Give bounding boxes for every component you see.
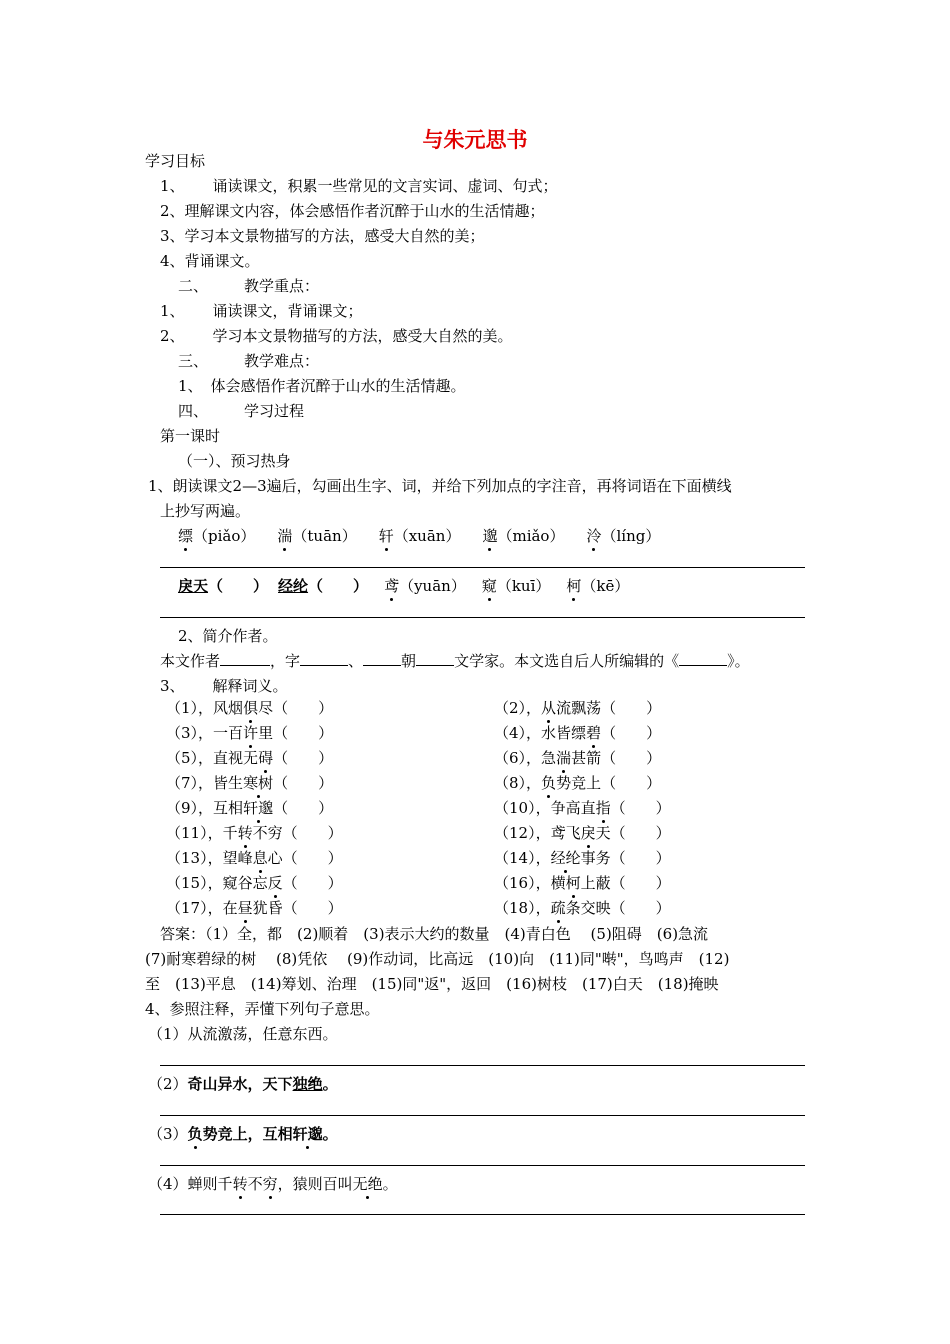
vocab-text: 甚箭 (571, 749, 602, 767)
task2-heading: 2、简介作者。 (178, 627, 278, 645)
section-title: 教学重点： (244, 277, 320, 295)
vocab-num: （3）， (166, 724, 214, 742)
dotted-char: 湍 (556, 749, 572, 767)
pinyin: （tuān） (292, 527, 357, 545)
dotted-char: 柯 (565, 874, 581, 892)
vocab-text: 尽 (258, 699, 274, 717)
vocab-text: 水皆缥 (541, 724, 587, 742)
answers-line-1: 答案：（1）全，都 (2)顺着 (3)表示大约的数量 (4)青白色 (5)阻碍 (6)急流 (160, 925, 709, 943)
blank-paren: （ ） (273, 774, 334, 792)
vocab-text: 互相 (213, 799, 244, 817)
pinyin-item (379, 527, 461, 545)
vocab-text: 不穷 (252, 824, 283, 842)
vocab-text: 急 (541, 749, 557, 767)
writing-line (160, 617, 805, 618)
vocab-num: （12）， (494, 824, 551, 842)
writing-line (160, 567, 805, 568)
item-num: 3、 (160, 677, 185, 695)
objective-text: 诵读课文，积累一些常见的文言实词、虚词、句式； (212, 177, 558, 195)
pinyin-item (482, 527, 564, 545)
dotted-char: 湍 (277, 527, 293, 545)
process-heading (178, 401, 304, 421)
objective-text: 理解课文内容，体会感悟作者沉醉于山水的生活情趣； (184, 202, 545, 220)
dotted-char: 负 (187, 1125, 203, 1143)
dotted-char: 戾 (580, 824, 596, 842)
task3-heading (160, 676, 288, 696)
vocab-num: （14）， (494, 849, 551, 867)
vocab-text: 窥谷忘 (222, 874, 268, 892)
vocab-num: （15）， (166, 874, 223, 892)
task2-author-line (160, 651, 750, 671)
dotted-char: 反 (267, 874, 283, 892)
vocab-text: 在 (222, 899, 238, 917)
vocab-text: 望峰 (222, 849, 253, 867)
dotted-char: 邈 (482, 527, 498, 545)
blank-era[interactable] (416, 651, 454, 666)
bold-word: 戾天 (178, 577, 209, 595)
dotted-char: 转 (237, 824, 253, 842)
dotted-char: 从 (541, 699, 557, 717)
dotted-char: 缥 (178, 527, 194, 545)
vocab-item (166, 798, 333, 818)
sentence-text: 蝉则千 (187, 1175, 233, 1193)
vocab-item (494, 873, 671, 893)
text: ，字 (270, 652, 301, 670)
sentence-3 (148, 1124, 338, 1144)
vocab-num: （10）， (494, 799, 551, 817)
vocab-text: 事务 (580, 849, 611, 867)
blank-paren: （ ） (282, 899, 343, 917)
blank-paren: （ ） (601, 724, 662, 742)
blank-paren: （ ） (282, 874, 343, 892)
vocab-item (494, 823, 671, 843)
pinyin-item (482, 577, 551, 595)
task1-line1: 1、朗读课文2—3遍后，勾画出生字、词，并给下列加点的字注音，再将词语在下面横线 (148, 477, 732, 495)
blank-paren: （ ） (273, 749, 334, 767)
pinyin-item (384, 577, 466, 595)
lesson-label: 第一课时 (160, 427, 221, 445)
sentence-num: （2） (148, 1075, 188, 1093)
text: 文学家。本文选自后人所编辑的《 (454, 652, 680, 670)
pinyin-row-2 (178, 576, 629, 596)
dotted-char: 经纶 (550, 849, 581, 867)
dotted-char: 指 (595, 799, 611, 817)
dotted-char: 寒树 (243, 774, 274, 792)
pinyin-item (277, 527, 356, 545)
pinyin: （kē） (581, 577, 630, 595)
task1-line2: 上抄写两遍。 (160, 502, 251, 520)
blank-paren: （ ） (208, 577, 269, 595)
objective-num: 2、 (160, 202, 185, 220)
objective-text: 学习本文景物描写的方法，感受大自然的美； (184, 227, 485, 245)
vocab-text: 犹昏 (252, 899, 283, 917)
section-num: 二、 (178, 277, 209, 295)
blank-paren: （ ） (601, 774, 662, 792)
dotted-char: 轩邈 (243, 799, 274, 817)
blank-paren: （ ） (610, 824, 671, 842)
blank-paren: （ ） (610, 799, 671, 817)
blank-paren: （ ） (610, 849, 671, 867)
vocab-item (166, 698, 333, 718)
item-text: 解释词义。 (212, 677, 288, 695)
dotted-char: 疏 (550, 899, 566, 917)
vocab-text: 上蔽 (580, 874, 611, 892)
item-text: 体会感悟作者沉醉于山水的生活情趣。 (210, 377, 466, 395)
vocab-num: （2）， (494, 699, 542, 717)
dotted-char: 鸢 (384, 577, 400, 595)
vocab-item (494, 848, 671, 868)
vocab-item (494, 798, 671, 818)
difficulty-1 (178, 376, 466, 396)
item-num: 2、 (160, 327, 185, 345)
item-text: 诵读课文，背诵课文； (212, 302, 363, 320)
sentence-text: 奇山异水，天下 (187, 1075, 293, 1093)
vocab-text: 心 (267, 849, 283, 867)
dotted-char: 穷 (262, 1175, 278, 1193)
vocab-item (494, 748, 661, 768)
sentence-num: （4） (148, 1175, 188, 1193)
sentence-text: 势竞上，互相 (202, 1125, 293, 1143)
vocab-text: 条交映 (565, 899, 611, 917)
pinyin: （kuī） (496, 577, 551, 595)
section-title: 教学难点： (244, 352, 320, 370)
dotted-char: 碍 (258, 749, 274, 767)
blank-courtesy-name[interactable] (300, 651, 348, 666)
sentence-4 (148, 1174, 398, 1194)
blank-paren: （ ） (273, 724, 334, 742)
pinyin: （piǎo） (193, 527, 256, 545)
key-points-heading (178, 276, 319, 296)
vocab-item (166, 823, 343, 843)
pinyin-item (566, 577, 629, 595)
vocab-num: （5）， (166, 749, 214, 767)
blank-paren: （ ） (610, 874, 671, 892)
sentence-1 (148, 1024, 338, 1044)
objective-2 (160, 201, 545, 221)
section-title: 学习过程 (244, 402, 305, 420)
vocab-item (494, 898, 671, 918)
sentence-num: （3） (148, 1125, 188, 1143)
item-text: 学习本文景物描写的方法，感受大自然的美。 (212, 327, 513, 345)
vocab-num: （13）， (166, 849, 223, 867)
sentence-text: 。 (322, 1125, 338, 1143)
dotted-char: 碧 (586, 724, 602, 742)
vocab-item (166, 898, 343, 918)
dotted-char: 负 (541, 774, 557, 792)
section-num: 三、 (178, 352, 209, 370)
dotted-char: 许 (243, 724, 259, 742)
section-num: 四、 (178, 402, 209, 420)
sentence-text: 从流激荡，任意东西。 (187, 1025, 338, 1043)
dotted-char: 窥 (481, 577, 497, 595)
blank-paren: （ ） (601, 699, 662, 717)
bold-word: 经纶 (278, 577, 309, 595)
vocab-num: （7）， (166, 774, 214, 792)
pinyin-item (178, 527, 255, 545)
objectives-heading: 学习目标 (145, 152, 206, 170)
writing-line (160, 1115, 805, 1116)
answers-line-3: 至 (13)平息 (14)筹划、治理 (15)同"返"，返回 (16)树枝 (17)白天 (18)掩映 (145, 975, 719, 993)
pinyin: （xuān） (393, 527, 461, 545)
vocab-item (166, 773, 333, 793)
vocab-text: 里 (258, 724, 274, 742)
pinyin-item (586, 527, 660, 545)
vocab-num: （11）， (166, 824, 223, 842)
text: 、 (348, 652, 364, 670)
dotted-char: 泠 (586, 527, 602, 545)
dotted-char: 息 (252, 849, 268, 867)
key-point-2 (160, 326, 513, 346)
dotted-char: 轩 (378, 527, 394, 545)
vocab-item (166, 748, 333, 768)
pinyin: （miǎo） (497, 527, 565, 545)
writing-line (160, 1214, 805, 1215)
dotted-char: 柯 (566, 577, 582, 595)
vocab-num: （6）， (494, 749, 542, 767)
dotted-char: 昼 (237, 899, 253, 917)
blank-paren: （ ） (273, 799, 334, 817)
blank-paren: （ ） (282, 824, 343, 842)
vocab-num: （4）， (494, 724, 542, 742)
dotted-char: 轩邈 (292, 1125, 323, 1143)
text: 》。 (727, 652, 750, 670)
sentence-text: 。 (382, 1175, 398, 1193)
vocab-item (494, 698, 661, 718)
blank-author[interactable] (220, 651, 270, 666)
vocab-text: 风烟 (213, 699, 244, 717)
dotted-char: 转 (232, 1175, 248, 1193)
vocab-text: 争高直 (550, 799, 596, 817)
objective-1 (160, 176, 558, 196)
vocab-item (166, 848, 343, 868)
writing-line (160, 1165, 805, 1166)
sentence-text: 不 (247, 1175, 263, 1193)
vocab-num: （18）， (494, 899, 551, 917)
sentence-text: 。 (322, 1075, 338, 1093)
objective-num: 1、 (160, 177, 185, 195)
objective-4 (160, 251, 260, 271)
blank-paren: （ ） (273, 699, 334, 717)
answers-line-2: (7)耐寒碧绿的树 (8)凭依 (9)作动词，比高远 (10)向 (11)同"啭"，鸟鸣声 (12) (145, 950, 730, 968)
item-num: 1、 (178, 377, 203, 395)
vocab-text: 流飘荡 (556, 699, 602, 717)
preview-heading: （一）、预习热身 (178, 452, 291, 470)
blank-paren: （ ） (282, 849, 343, 867)
pinyin: （yuān） (399, 577, 466, 595)
text: 朝 (401, 652, 417, 670)
objective-text: 背诵课文。 (184, 252, 260, 270)
blank-paren: （ ） (601, 749, 662, 767)
dotted-char: 俱 (243, 699, 259, 717)
objective-num: 3、 (160, 227, 185, 245)
text: 本文作者 (160, 652, 221, 670)
vocab-num: （1）， (166, 699, 214, 717)
blank-dynasty[interactable] (363, 651, 401, 666)
vocab-text: 势竞上 (556, 774, 602, 792)
vocab-text: 皆生 (213, 774, 244, 792)
writing-line (160, 1065, 805, 1066)
pinyin: （líng） (601, 527, 661, 545)
document-title: 与朱元思书 (422, 128, 528, 152)
vocab-text: 直视无 (213, 749, 259, 767)
underlined-word: 独绝 (292, 1075, 323, 1093)
vocab-item (494, 723, 661, 743)
vocab-text: 鸢飞 (550, 824, 581, 842)
objective-3 (160, 226, 485, 246)
vocab-text: 横 (550, 874, 566, 892)
vocab-text: 千 (222, 824, 238, 842)
blank-book[interactable] (679, 651, 727, 666)
vocab-text: 天 (595, 824, 611, 842)
dotted-char: 无绝 (352, 1175, 383, 1193)
blank-paren: （ ） (308, 577, 369, 595)
blank-paren: （ ） (610, 899, 671, 917)
vocab-item (166, 873, 343, 893)
vocab-item (166, 723, 333, 743)
sentence-num: （1） (148, 1025, 188, 1043)
vocab-num: （17）， (166, 899, 223, 917)
pinyin-row-1 (178, 526, 660, 546)
sentence-text: ，猿则百叫 (277, 1175, 353, 1193)
difficulties-heading (178, 351, 319, 371)
vocab-num: （8）， (494, 774, 542, 792)
sentence-2 (148, 1074, 338, 1094)
key-point-1 (160, 301, 363, 321)
objective-num: 4、 (160, 252, 185, 270)
vocab-num: （16）， (494, 874, 551, 892)
vocab-text: 一百 (213, 724, 244, 742)
vocab-num: （9）， (166, 799, 214, 817)
vocab-item (494, 773, 661, 793)
item-num: 1、 (160, 302, 185, 320)
task4-heading: 4、参照注释，弄懂下列句子意思。 (145, 1000, 380, 1018)
